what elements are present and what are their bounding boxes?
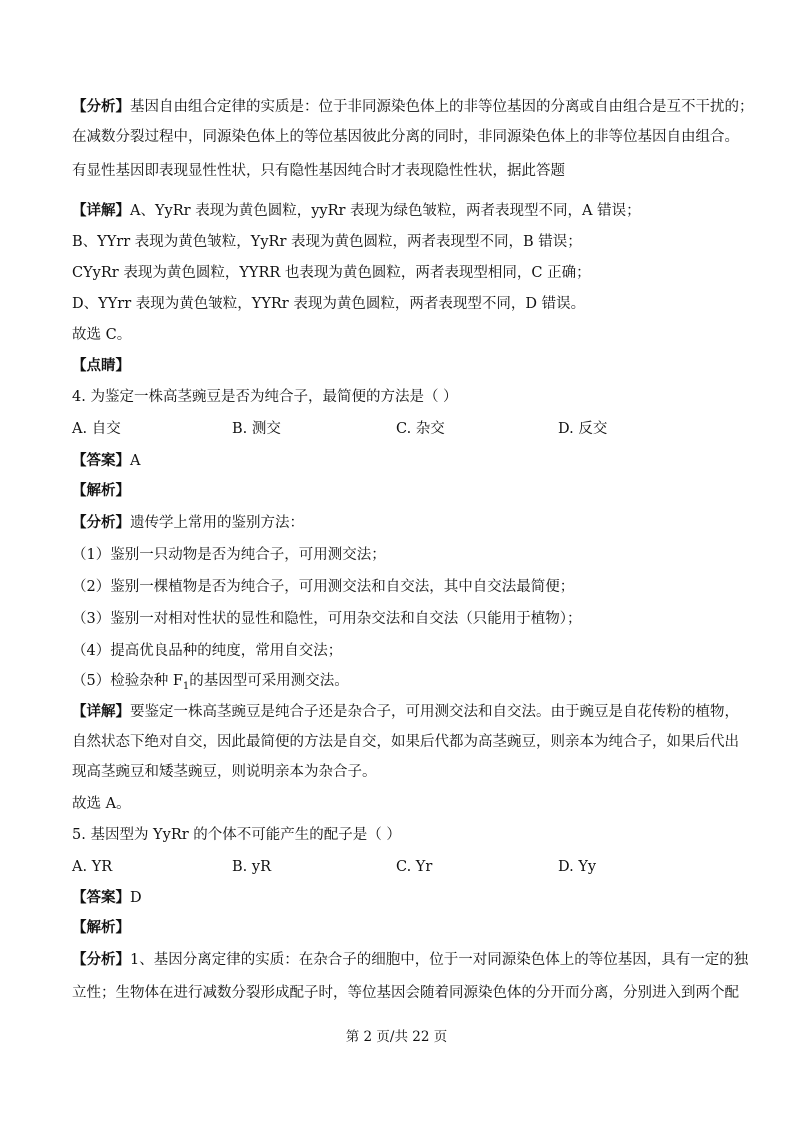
q4-answer-value: A (130, 453, 141, 469)
q4-method-3: （3）鉴别一对相对性状的显性和隐性，可用杂交法和自交法（只能用于植物）； (72, 611, 582, 627)
q5-analysis-line-2: 立性；生物体在进行减数分裂形成配子时，等位基因会随着同源染色体的分开而分离，分别进入到两个配 (72, 985, 739, 1001)
q3-detail-text-1: A、YyRr 表现为黄色圆粒，yyRr 表现为绿色皱粒，两者表现型不同，A 错误； (130, 203, 641, 219)
q4-detail-line-1 (72, 702, 739, 722)
q4-detail-text-1: 要鉴定一株高茎豌豆是纯合子还是杂合子，可用测交法和自交法。由于豌豆是自花传粉的植物， (130, 704, 739, 720)
explain-tag: 【解析】 (72, 919, 130, 936)
q4-method-2: （2）鉴别一棵植物是否为纯合子，可用测交法和自交法，其中自交法最简便； (72, 579, 575, 595)
q5-answer-value: D (130, 890, 142, 906)
q5-analysis-text-1: 1、基因分离定律的实质：在杂合子的细胞中，位于一对同源染色体上的等位基因，具有一定的独 (130, 952, 749, 968)
q4-method-5-suffix: 的基因型可采用测交法。 (189, 673, 349, 689)
q4-detail-line-3: 现高茎豌豆和矮茎豌豆，则说明亲本为杂合子。 (72, 764, 377, 780)
analysis-tag: 【分析】 (72, 514, 130, 531)
q3-detail-line-1 (72, 201, 641, 221)
q5-question: 5. 基因型为 YyRr 的个体不可能产生的配子是（ ） (72, 827, 401, 843)
q5-option-c: C. Yr (396, 859, 433, 875)
q4-method-5 (72, 671, 349, 697)
detail-tag: 【详解】 (72, 202, 130, 219)
answer-tag: 【答案】 (72, 452, 130, 469)
comment-tag: 【点睛】 (72, 357, 130, 374)
q5-option-d: D. Yy (558, 859, 597, 875)
q3-analysis-line-1 (72, 97, 754, 117)
q5-answer-line (72, 888, 142, 908)
q4-question: 4. 为鉴定一株高茎豌豆是否为纯合子，最简便的方法是（ ） (72, 389, 458, 405)
q4-method-5-prefix: （5）检验杂种 F (72, 673, 183, 689)
q4-option-d: D. 反交 (558, 421, 608, 437)
q4-analysis-line (72, 513, 304, 533)
analysis-tag: 【分析】 (72, 951, 130, 968)
q3-detail-line-2: B、YYrr 表现为黄色皱粒，YyRr 表现为黄色圆粒，两者表现型不同，B 错误； (72, 234, 582, 250)
q3-analysis-line-2: 在减数分裂过程中，同源染色体上的等位基因彼此分离的同时，非同源染色体上的非等位基因自由组合。 (72, 129, 739, 145)
q3-detail-line-3: CYyRr 表现为黄色圆粒，YYRR 也表现为黄色圆粒，两者表现型相同，C 正确； (72, 265, 591, 281)
q4-option-b: B. 测交 (232, 421, 281, 437)
q5-analysis-line-1 (72, 950, 748, 970)
q4-option-a: A. 自交 (72, 421, 121, 437)
explain-tag: 【解析】 (72, 482, 130, 499)
q5-option-b: B. yR (232, 859, 271, 875)
page-number-footer: 第 2 页/共 22 页 (345, 1029, 448, 1045)
analysis-tag: 【分析】 (72, 98, 130, 115)
detail-tag: 【详解】 (72, 703, 130, 720)
q4-detail-line-2: 自然状态下绝对自交，因此最简便的方法是自交，如果后代都为高茎豌豆，则亲本为纯合子，如果后代出 (72, 734, 739, 750)
q3-analysis-text-1: 基因自由组合定律的实质是：位于非同源染色体上的非等位基因的分离或自由组合是互不干扰的； (130, 99, 754, 115)
q4-conclusion: 故选 A。 (72, 796, 131, 812)
q4-method-1: （1）鉴别一只动物是否为纯合子，可用测交法； (72, 547, 386, 563)
q5-option-a: A. YR (72, 859, 113, 875)
q4-method-5-subscript: 1 (182, 680, 190, 692)
q4-method-4: （4）提高优良品种的纯度，常用自交法； (72, 643, 343, 659)
answer-tag: 【答案】 (72, 889, 130, 906)
q4-answer-line (72, 451, 140, 471)
q3-analysis-line-3: 有显性基因即表现显性性状，只有隐性基因纯合时才表现隐性性状，据此答题 (72, 163, 565, 179)
q3-detail-line-4: D、YYrr 表现为黄色皱粒，YYRr 表现为黄色圆粒，两者表现型不同，D 错误。 (72, 296, 586, 312)
q4-analysis-intro: 遗传学上常用的鉴别方法： (130, 515, 304, 531)
q4-option-c: C. 杂交 (396, 421, 445, 437)
q3-conclusion: 故选 C。 (72, 327, 132, 343)
